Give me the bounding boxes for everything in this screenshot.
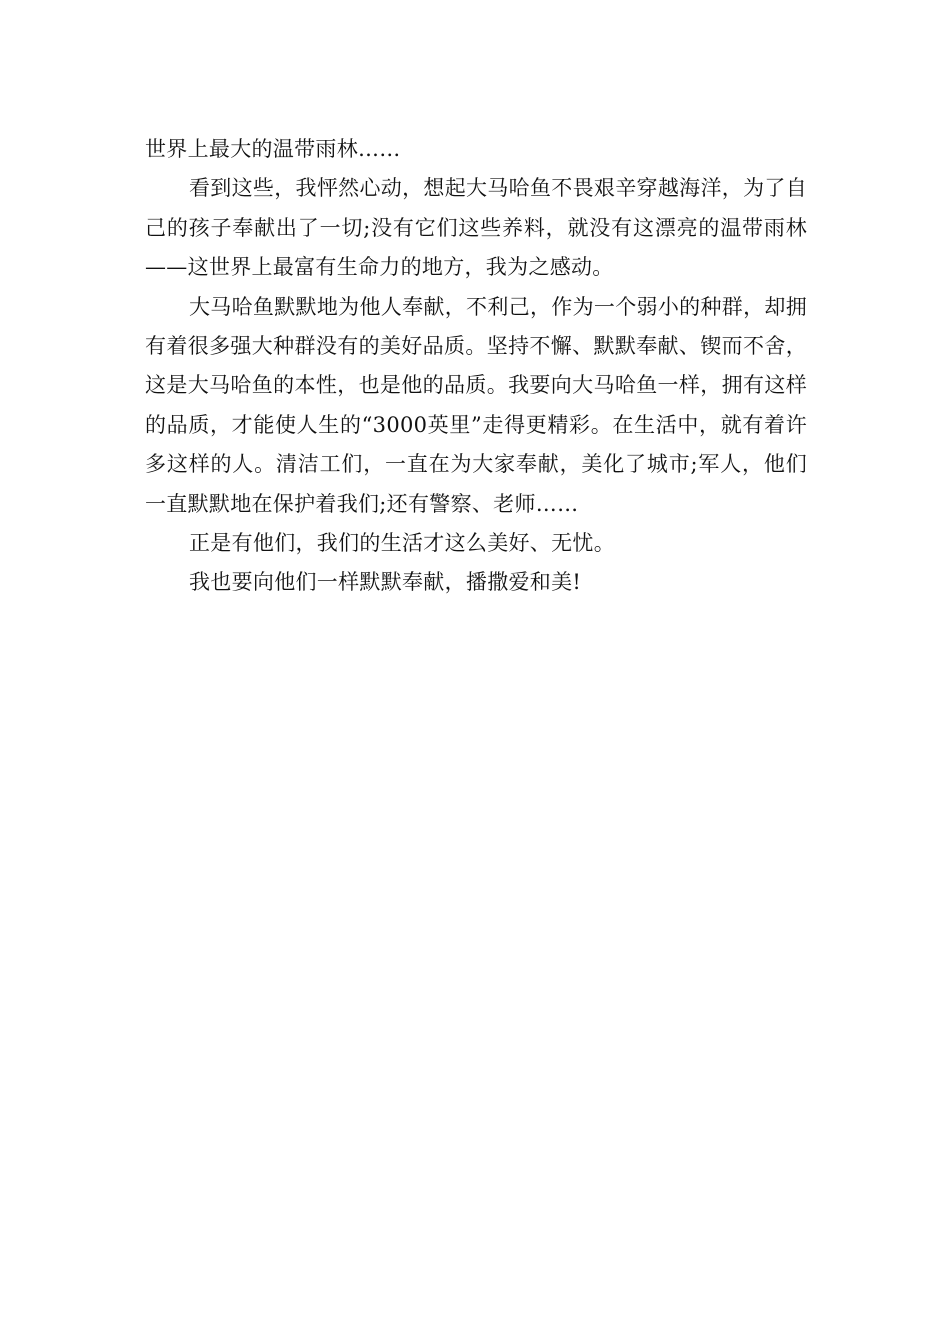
paragraph-5: 我也要向他们一样默默奉献，播撒爱和美!	[189, 570, 582, 595]
paragraph-2: 看到这些，我怦然心动，想起大马哈鱼不畏艰辛穿越海洋，为了自己的孩子奉献出了一切;没有它们这些养料，就没有这漂亮的温带雨林——这世界上最富有生命力的地方，我为之感动。	[145, 176, 807, 280]
paragraph-3: 大马哈鱼默默地为他人奉献，不利己，作为一个弱小的种群，却拥有着很多强大种群没有的美好品质。坚持不懈、默默奉献、锲而不舍，这是大马哈鱼的本性，也是他的品质。我要向大马哈鱼一样，拥有这样的品质，才能使人生的“3000英里”走得更精彩。在生活中，就有着许多这样的人。清洁工们，一直在为大家奉献，美化了城市;军人，他们一直默默地在保护着我们;还有警察、老师……	[145, 294, 807, 516]
document-body	[145, 130, 807, 603]
paragraph-1: 世界上最大的温带雨林……	[145, 137, 401, 161]
paragraph-4: 正是有他们，我们的生活才这么美好、无忧。	[189, 531, 615, 556]
